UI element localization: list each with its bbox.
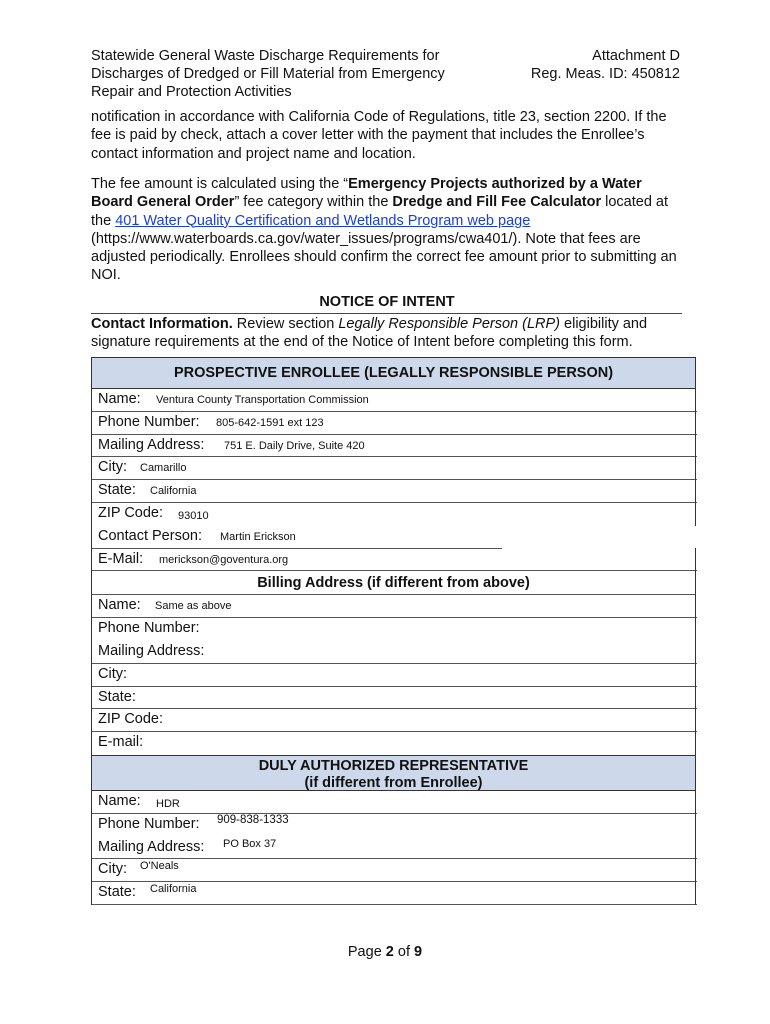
field-label: ZIP Code: (98, 711, 164, 728)
title-divider (91, 313, 682, 314)
row-right-border (695, 859, 696, 882)
row-right-border (695, 595, 696, 618)
header-right (531, 47, 680, 83)
row-right-border (695, 503, 696, 526)
field-label: State: (98, 884, 136, 901)
row-right-border (695, 389, 696, 412)
enrollee-zip-row (91, 503, 696, 526)
field-label: Mailing Address: (98, 642, 205, 659)
notice-of-intent-form (91, 357, 696, 905)
enrollee-mailing-address-field[interactable]: 751 E. Daily Drive, Suite 420 (224, 439, 365, 452)
rep-city-field[interactable]: O'Neals (140, 860, 179, 873)
page-number (0, 944, 770, 960)
enrollee-state-row (91, 480, 696, 503)
field-label: City: (98, 459, 127, 476)
field-label: Name: (98, 391, 141, 407)
prospective-enrollee-heading: PROSPECTIVE ENROLLEE (LEGALLY RESPONSIBLE PERSON) (91, 357, 696, 389)
text-run: Page (347, 944, 386, 960)
enrollee-contact-person-field[interactable]: Martin Erickson (220, 530, 296, 543)
row-right-border (695, 548, 696, 572)
field-label: Mailing Address: (98, 838, 205, 855)
enrollee-contact-person-row (91, 526, 696, 549)
field-label: E-mail: (98, 734, 144, 751)
text-run: of (393, 944, 415, 960)
rep-mailing-address-field[interactable]: PO Box 37 (223, 837, 277, 850)
header-left-line: Repair and Protection Activities (91, 84, 292, 100)
field-label: Phone Number: (98, 815, 200, 832)
rep-city-row (91, 859, 696, 882)
field-label: Contact Person: (98, 527, 202, 544)
field-label: City: (98, 861, 127, 878)
row-right-border (695, 412, 696, 435)
field-label: E-Mail: (98, 550, 144, 567)
rep-name-row (91, 791, 696, 814)
field-label: Mailing Address: (98, 436, 205, 453)
billing-address-heading: Billing Address (if different from above) (91, 571, 696, 595)
enrollee-city-field[interactable]: Camarillo (140, 462, 187, 475)
enrollee-zip-field[interactable]: 93010 (178, 509, 209, 522)
lrp-section-name: Legally Responsible Person (LRP) (338, 316, 561, 332)
billing-state-row (91, 687, 696, 710)
billing-name-field[interactable]: Same as above (155, 600, 232, 613)
text-run: eligibility and signature requirements at the end of the Notice of Intent before completing this form. (91, 316, 648, 351)
enrollee-email-row (91, 549, 696, 572)
rep-phone-row (91, 814, 696, 837)
row-underline (92, 904, 697, 905)
header-left-line: Discharges of Dredged or Fill Material from Emergency (91, 66, 445, 82)
text-run: located at the (91, 194, 669, 229)
wetlands-program-link[interactable]: 401 Water Quality Certification and Wetlands Program web page (115, 212, 531, 229)
enrollee-state-field[interactable]: California (150, 485, 197, 498)
rep-state-row (91, 882, 696, 905)
billing-mailing-address-row (91, 641, 696, 664)
text-run: (https://www.waterboards.ca.gov/water_issues/programs/cwa401/). Note that fees are adjusted periodically. Enrollees should confirm the correct fee amount prior to submitting an NOI. (91, 230, 677, 284)
row-right-border (695, 709, 696, 732)
fee-notification-paragraph: notification in accordance with California Code of Regulations, title 23, section 2200. If the fee is paid by check, attach a cover letter with the payment that includes the Enrollee’s contact information and project name and location. (91, 109, 667, 162)
row-right-border (695, 791, 696, 814)
row-right-border (695, 732, 696, 755)
field-label: State: (98, 482, 136, 499)
field-label: Name: (98, 597, 141, 614)
row-right-border (695, 435, 696, 458)
enrollee-email-field[interactable]: merickson@goventura.org (159, 553, 289, 566)
contact-info-label: Contact Information. (91, 316, 233, 332)
row-right-border (695, 664, 696, 687)
enrollee-mailing-address-row (91, 435, 696, 458)
billing-email-row (91, 732, 696, 755)
text-run: The fee amount is calculated using the “ (91, 176, 349, 192)
fee-category-name: Emergency Projects authorized by a Water Board General Order (91, 176, 642, 211)
attachment-label: Attachment D (592, 48, 680, 64)
enrollee-phone-field[interactable]: 805-642-1591 ext 123 (216, 416, 324, 429)
header-left (91, 47, 445, 101)
row-right-border (695, 641, 696, 664)
reg-meas-id: Reg. Meas. ID: 450812 (530, 66, 680, 82)
text-run: Review section (232, 316, 339, 332)
heading-line: DULY AUTHORIZED REPRESENTATIVE (258, 757, 529, 774)
enrollee-name-field[interactable]: Ventura County Transportation Commission (156, 394, 369, 406)
fee-calculator-name: Dredge and Fill Fee Calculator (392, 194, 602, 211)
billing-name-row (91, 595, 696, 618)
authorized-representative-heading (91, 755, 696, 791)
field-label: City: (98, 665, 127, 682)
row-right-border (695, 837, 696, 860)
row-right-border (695, 457, 696, 480)
enrollee-city-row (91, 457, 696, 480)
rep-phone-field[interactable]: 909-838-1333 (217, 813, 289, 826)
field-label: ZIP Code: (98, 504, 164, 521)
field-label: Name: (98, 792, 141, 809)
row-right-border (695, 618, 696, 641)
current-page: 2 (385, 944, 394, 960)
total-pages: 9 (414, 944, 423, 960)
field-label: State: (98, 688, 136, 705)
billing-city-row (91, 664, 696, 687)
text-run: ” fee category within the (234, 194, 393, 211)
fee-amount-paragraph (91, 175, 683, 285)
rep-state-field[interactable]: California (150, 883, 197, 896)
rep-mailing-address-row (91, 837, 696, 860)
row-right-border (695, 480, 696, 503)
row-right-border (695, 882, 696, 905)
enrollee-phone-row (91, 412, 696, 435)
heading-subline: (if different from Enrollee) (304, 774, 483, 791)
header-left-line: Statewide General Waste Discharge Requirements for (91, 48, 440, 64)
rep-name-field[interactable]: HDR (156, 797, 180, 810)
billing-phone-row (91, 618, 696, 641)
row-right-border (695, 687, 696, 710)
notice-of-intent-title: NOTICE OF INTENT (319, 294, 455, 310)
contact-information-paragraph (91, 315, 691, 352)
billing-zip-row (91, 709, 696, 732)
row-right-border (695, 814, 696, 837)
enrollee-name-row (91, 389, 696, 412)
field-label: Phone Number: (98, 413, 200, 430)
field-label: Phone Number: (98, 620, 200, 637)
